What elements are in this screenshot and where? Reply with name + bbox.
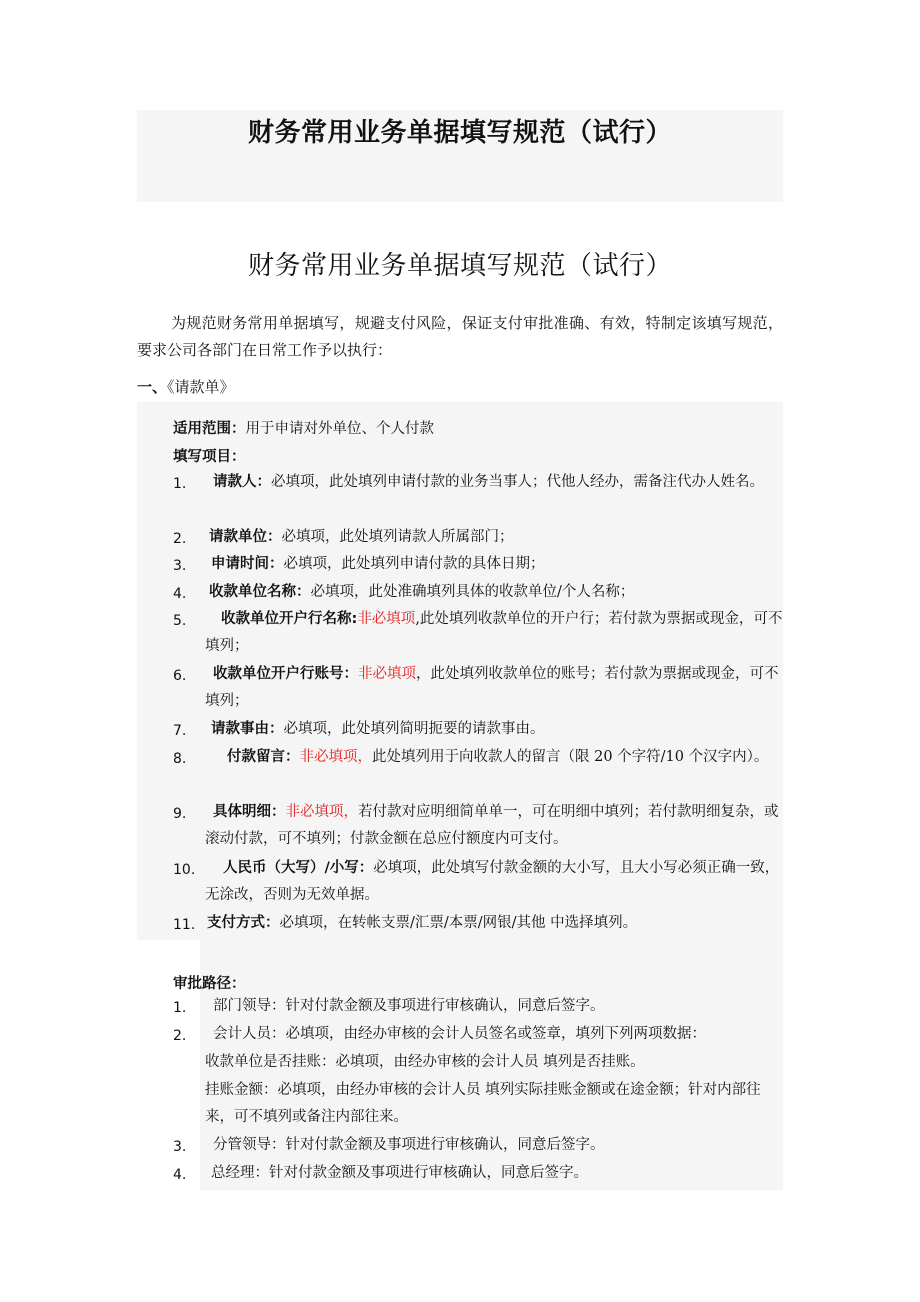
document-title: 财务常用业务单据填写规范（试行） bbox=[247, 251, 672, 281]
item-key: 人民币（大写）/小写： bbox=[223, 860, 374, 876]
section-heading bbox=[137, 376, 235, 397]
list-item bbox=[205, 661, 783, 715]
intro-paragraph: 为规范财务常用单据填写，规避支付风险，保证支付审批准确、有效，特制定该填写规范，要求公司各部门在日常工作予以执行： bbox=[137, 314, 783, 359]
item-key: 付款留言： bbox=[227, 749, 300, 765]
item-number: 2. bbox=[173, 531, 187, 547]
item-key: 请款单位： bbox=[209, 529, 282, 545]
list-item bbox=[205, 716, 783, 743]
approval-item: 总经理：针对付款金额及事项进行审核确认，同意后签字。 bbox=[211, 1165, 588, 1181]
fill-label: 填写项目： bbox=[173, 449, 246, 465]
approval-item: 分管领导：针对付款金额及事项进行审核确认，同意后签字。 bbox=[213, 1137, 605, 1153]
item-text: ，此处填列收款单位的账号；若付款为票据或现金，可不填列； bbox=[205, 666, 779, 709]
approval-label: 审批路径： bbox=[173, 976, 246, 992]
approval-number: 4. bbox=[173, 1167, 187, 1183]
approval-subitem: 收款单位是否挂账：必填项，由经办审核的会计人员 填列是否挂账。 bbox=[205, 1054, 645, 1070]
list-item bbox=[205, 606, 783, 660]
approval-number: 3. bbox=[173, 1139, 187, 1155]
approval-number: 1. bbox=[173, 1000, 187, 1016]
item-required-flag: 非必填项 bbox=[357, 611, 416, 627]
item-number: 3. bbox=[173, 558, 187, 574]
section-name: 《请款单》 bbox=[167, 378, 235, 396]
list-item bbox=[205, 469, 783, 496]
item-text: 必填项，此处填列简明扼要的请款事由。 bbox=[283, 721, 545, 737]
list-item bbox=[205, 744, 783, 771]
list-item bbox=[205, 524, 783, 551]
approval-number: 2. bbox=[173, 1028, 187, 1044]
item-text: 必填项，此处填写付款金额的大小写，且大小写必须正确一致，无涂改，否则为无效单据。 bbox=[205, 860, 780, 903]
item-key: 具体明细： bbox=[213, 804, 286, 820]
item-number: 6. bbox=[173, 668, 187, 684]
list-item bbox=[205, 799, 783, 853]
item-key: 收款单位开户行名称: bbox=[221, 611, 358, 627]
item-key: 请款人： bbox=[213, 474, 271, 490]
item-number: 5. bbox=[173, 613, 187, 629]
item-text: 若付款对应明细简单单一，可在明细中填列；若付款明细复杂，或滚动付款，可不填列；付款金额在总应付额度内可支付。 bbox=[205, 804, 779, 847]
scope-label: 适用范围： bbox=[173, 421, 246, 437]
item-text: 必填项，此处填列申请付款的业务当事人；代他人经办，需备注代办人姓名。 bbox=[271, 474, 764, 490]
item-number: 11. bbox=[173, 917, 196, 933]
item-number: 8. bbox=[173, 751, 187, 767]
approval-item: 会计人员：必填项，由经办审核的会计人员签名或签章，填列下列两项数据： bbox=[213, 1026, 706, 1042]
item-text: 必填项，此处准确填列具体的收款单位/个人名称； bbox=[310, 584, 635, 600]
list-item bbox=[205, 855, 783, 909]
item-number: 1. bbox=[173, 476, 187, 492]
item-key: 支付方式： bbox=[207, 915, 280, 931]
item-key: 申请时间： bbox=[211, 556, 284, 572]
item-text: 必填项，此处填列申请付款的具体日期； bbox=[283, 556, 545, 572]
item-key: 请款事由： bbox=[211, 721, 284, 737]
item-number: 10. bbox=[173, 862, 196, 878]
item-required-flag: 非必填项， bbox=[299, 749, 372, 765]
list-item bbox=[205, 579, 783, 606]
item-text: 必填项，此处填列请款人所属部门； bbox=[281, 529, 514, 545]
list-item bbox=[205, 551, 783, 578]
item-required-flag: 非必填项 bbox=[358, 666, 416, 682]
item-key: 收款单位名称： bbox=[209, 584, 311, 600]
approval-subitem: 挂账金额：必填项，由经办审核的会计人员 填列实际挂账金额或在途金额；针对内部往来，可不填列或备注内部往来。 bbox=[205, 1082, 761, 1125]
item-key: 收款单位开户行账号： bbox=[213, 666, 358, 682]
item-number: 7. bbox=[173, 723, 187, 739]
item-text: 此处填列用于向收款人的留言（限 20 个字符/10 个汉字内）。 bbox=[372, 749, 769, 765]
item-required-flag: 非必填项， bbox=[285, 804, 358, 820]
item-text: 必填项，在转帐支票/汇票/本票/网银/其他 中选择填列。 bbox=[279, 915, 638, 931]
header-title: 财务常用业务单据填写规范（试行） bbox=[247, 118, 672, 148]
item-number: 4. bbox=[173, 586, 187, 602]
list-item bbox=[205, 910, 783, 937]
section-marker: 一、 bbox=[137, 378, 168, 396]
item-text: ,此处填列收款单位的开户行；若付款为票据或现金，可不填列； bbox=[205, 611, 783, 654]
scope-line bbox=[173, 417, 434, 438]
scope-text: 用于申请对外单位、个人付款 bbox=[245, 421, 434, 437]
item-number: 9. bbox=[173, 806, 187, 822]
approval-item: 部门领导：针对付款金额及事项进行审核确认，同意后签字。 bbox=[213, 998, 605, 1014]
